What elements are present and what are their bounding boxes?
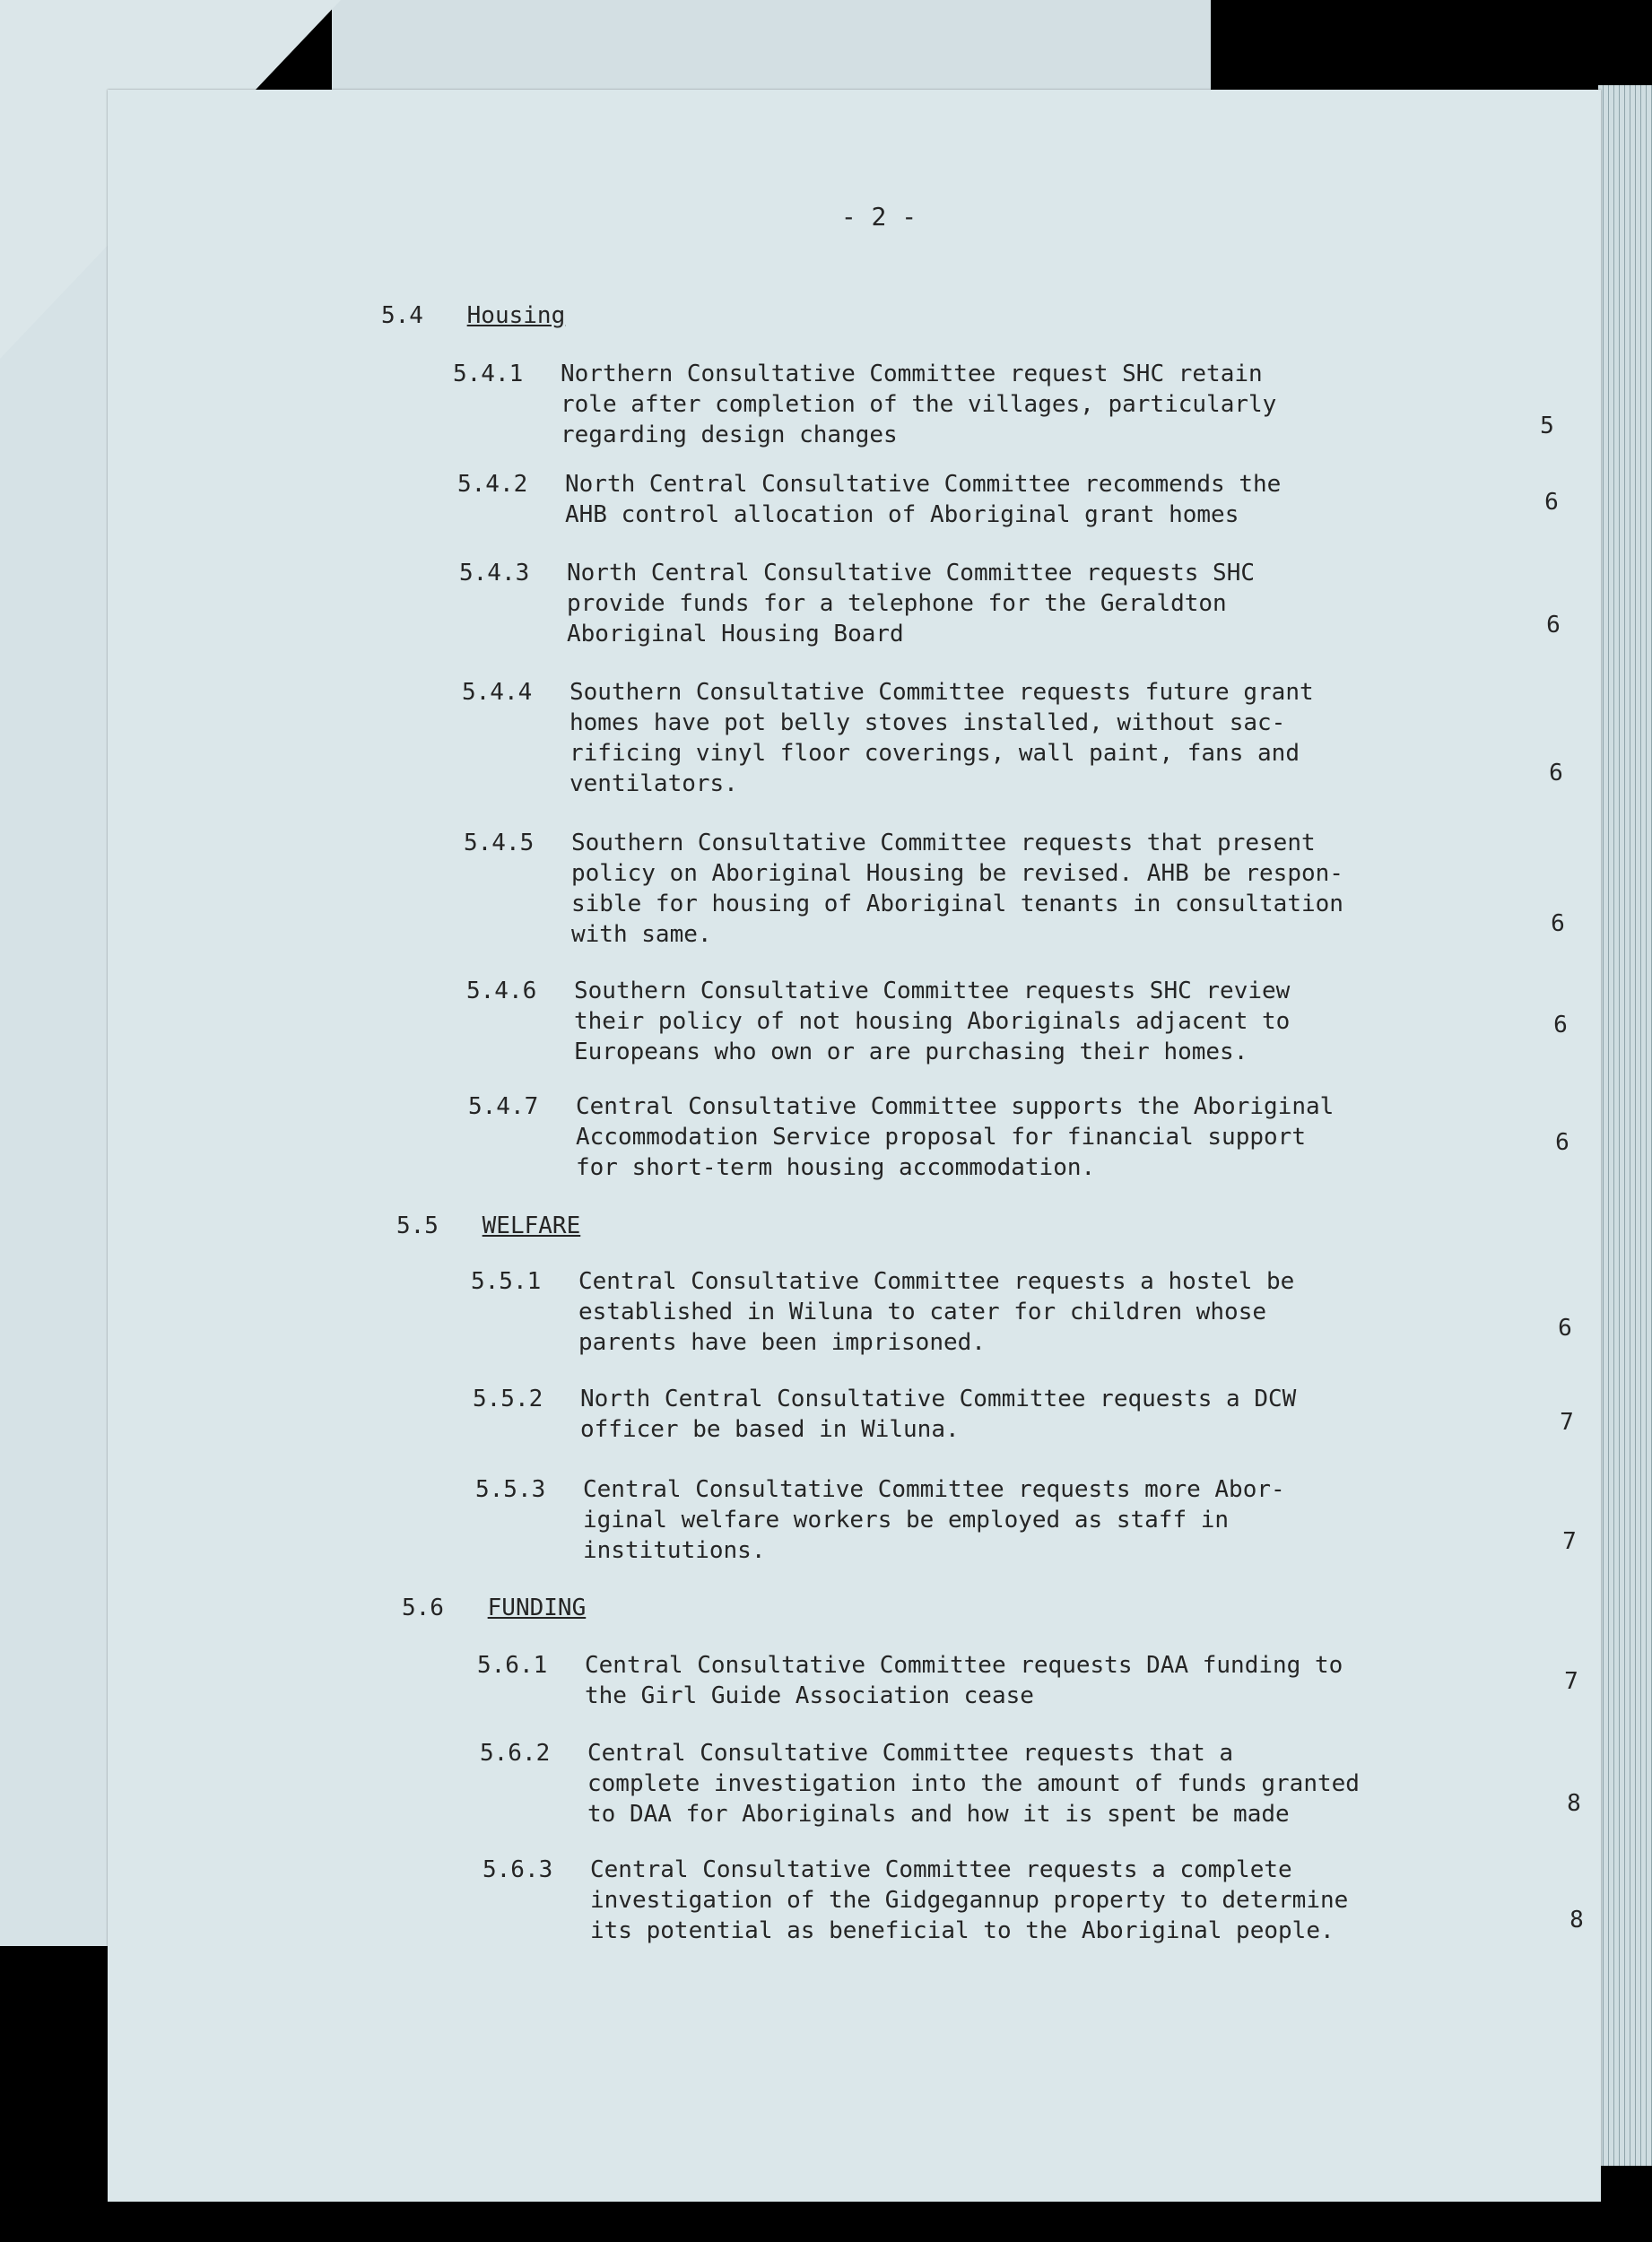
item-text: Central Consultative Committee requests a hostel be established in Wiluna to cater for children whose parents have been imprisoned.	[578, 1268, 1295, 1356]
item-text: Central Consultative Committee requests DAA funding to the Girl Guide Association cease	[585, 1652, 1343, 1709]
list-item	[464, 828, 1576, 948]
document-content	[108, 90, 1601, 2202]
section-heading-housing	[381, 300, 565, 331]
item-text: Northern Consultative Committee request SHC retain role after completion of the villages, particularly regarding design changes	[561, 361, 1277, 448]
page-reference: 7	[1564, 1668, 1578, 1695]
list-item	[480, 1738, 1592, 1846]
page-reference: 6	[1549, 760, 1563, 786]
section-title: FUNDING	[487, 1595, 587, 1621]
page-reference: 6	[1558, 1315, 1572, 1342]
list-item	[475, 1474, 1587, 1582]
section-number: 5.6	[402, 1595, 444, 1621]
item-number: 5.4.2	[457, 471, 528, 498]
item-number: 5.4.7	[468, 1093, 539, 1120]
list-item	[459, 558, 1571, 665]
item-number: 5.6.3	[483, 1856, 553, 1883]
page-reference: 6	[1551, 910, 1565, 937]
section-number: 5.4	[381, 302, 423, 329]
list-item	[453, 359, 1565, 466]
background-sheet-top	[332, 0, 1211, 99]
item-number: 5.4.5	[464, 830, 535, 856]
page-reference: 6	[1544, 489, 1559, 516]
item-number: 5.4.3	[459, 560, 530, 587]
item-number: 5.5.1	[471, 1268, 542, 1295]
section-heading-welfare	[396, 1211, 580, 1241]
item-text: North Central Consultative Committee recommends the AHB control allocation of Aboriginal grant homes	[565, 471, 1282, 528]
page-reference: 7	[1562, 1528, 1577, 1555]
page-reference: 6	[1553, 1012, 1568, 1038]
item-text: North Central Consultative Committee requests a DCW officer be based in Wiluna.	[580, 1386, 1297, 1443]
page-reference: 8	[1567, 1790, 1581, 1817]
page-reference: 6	[1555, 1129, 1569, 1156]
item-text: Central Consultative Committee requests a complete investigation of the Gidgegannup property to determine its potential as beneficial to the Aboriginal people.	[590, 1856, 1349, 1944]
list-item	[483, 1855, 1595, 1962]
list-item	[466, 976, 1578, 1083]
page-reference: 8	[1569, 1907, 1584, 1934]
item-text: Central Consultative Committee supports the Aboriginal Accommodation Service proposal for financial support for short-term housing accommodation.	[576, 1093, 1335, 1181]
item-text: Central Consultative Committee requests more Abor- iginal welfare workers be employed as staff in institutions.	[583, 1476, 1285, 1564]
item-number: 5.6.1	[477, 1652, 548, 1679]
section-title: Housing	[466, 302, 566, 329]
sheet-stack-edges	[1598, 85, 1652, 2166]
page-number: - 2 -	[840, 202, 917, 231]
item-text: Central Consultative Committee requests that a complete investigation into the amount of funds granted to DAA for Aboriginals and how it is spent be made	[587, 1740, 1360, 1828]
page-reference: 5	[1540, 413, 1554, 439]
section-heading-funding	[402, 1593, 586, 1623]
item-number: 5.6.2	[480, 1740, 551, 1767]
item-number: 5.5.2	[473, 1386, 543, 1412]
list-item	[471, 1266, 1583, 1374]
page-reference: 6	[1546, 612, 1561, 639]
item-text: Southern Consultative Committee requests SHC review their policy of not housing Aboriginals adjacent to Europeans who own or are purchasing their homes.	[574, 978, 1291, 1065]
item-text: Southern Consultative Committee requests future grant homes have pot belly stoves installed, without sac- rificing vinyl floor coverings, wall paint, fans and ventilators.	[570, 679, 1314, 797]
item-text: Southern Consultative Committee requests that present policy on Aboriginal Housing be revised. AHB be respon- sible for housing of Aboriginal tenants in consultation with same.	[571, 830, 1343, 948]
page-reference: 7	[1560, 1409, 1574, 1436]
document-page	[108, 90, 1601, 2202]
list-item	[468, 1091, 1580, 1199]
list-item	[462, 677, 1574, 797]
item-number: 5.5.3	[475, 1476, 546, 1503]
item-number: 5.4.6	[466, 978, 537, 1004]
section-title: WELFARE	[482, 1212, 581, 1239]
section-number: 5.5	[396, 1212, 439, 1239]
item-text: North Central Consultative Committee requests SHC provide funds for a telephone for the Geraldton Aboriginal Housing Board	[567, 560, 1256, 647]
item-number: 5.4.4	[462, 679, 533, 706]
item-number: 5.4.1	[453, 361, 524, 387]
